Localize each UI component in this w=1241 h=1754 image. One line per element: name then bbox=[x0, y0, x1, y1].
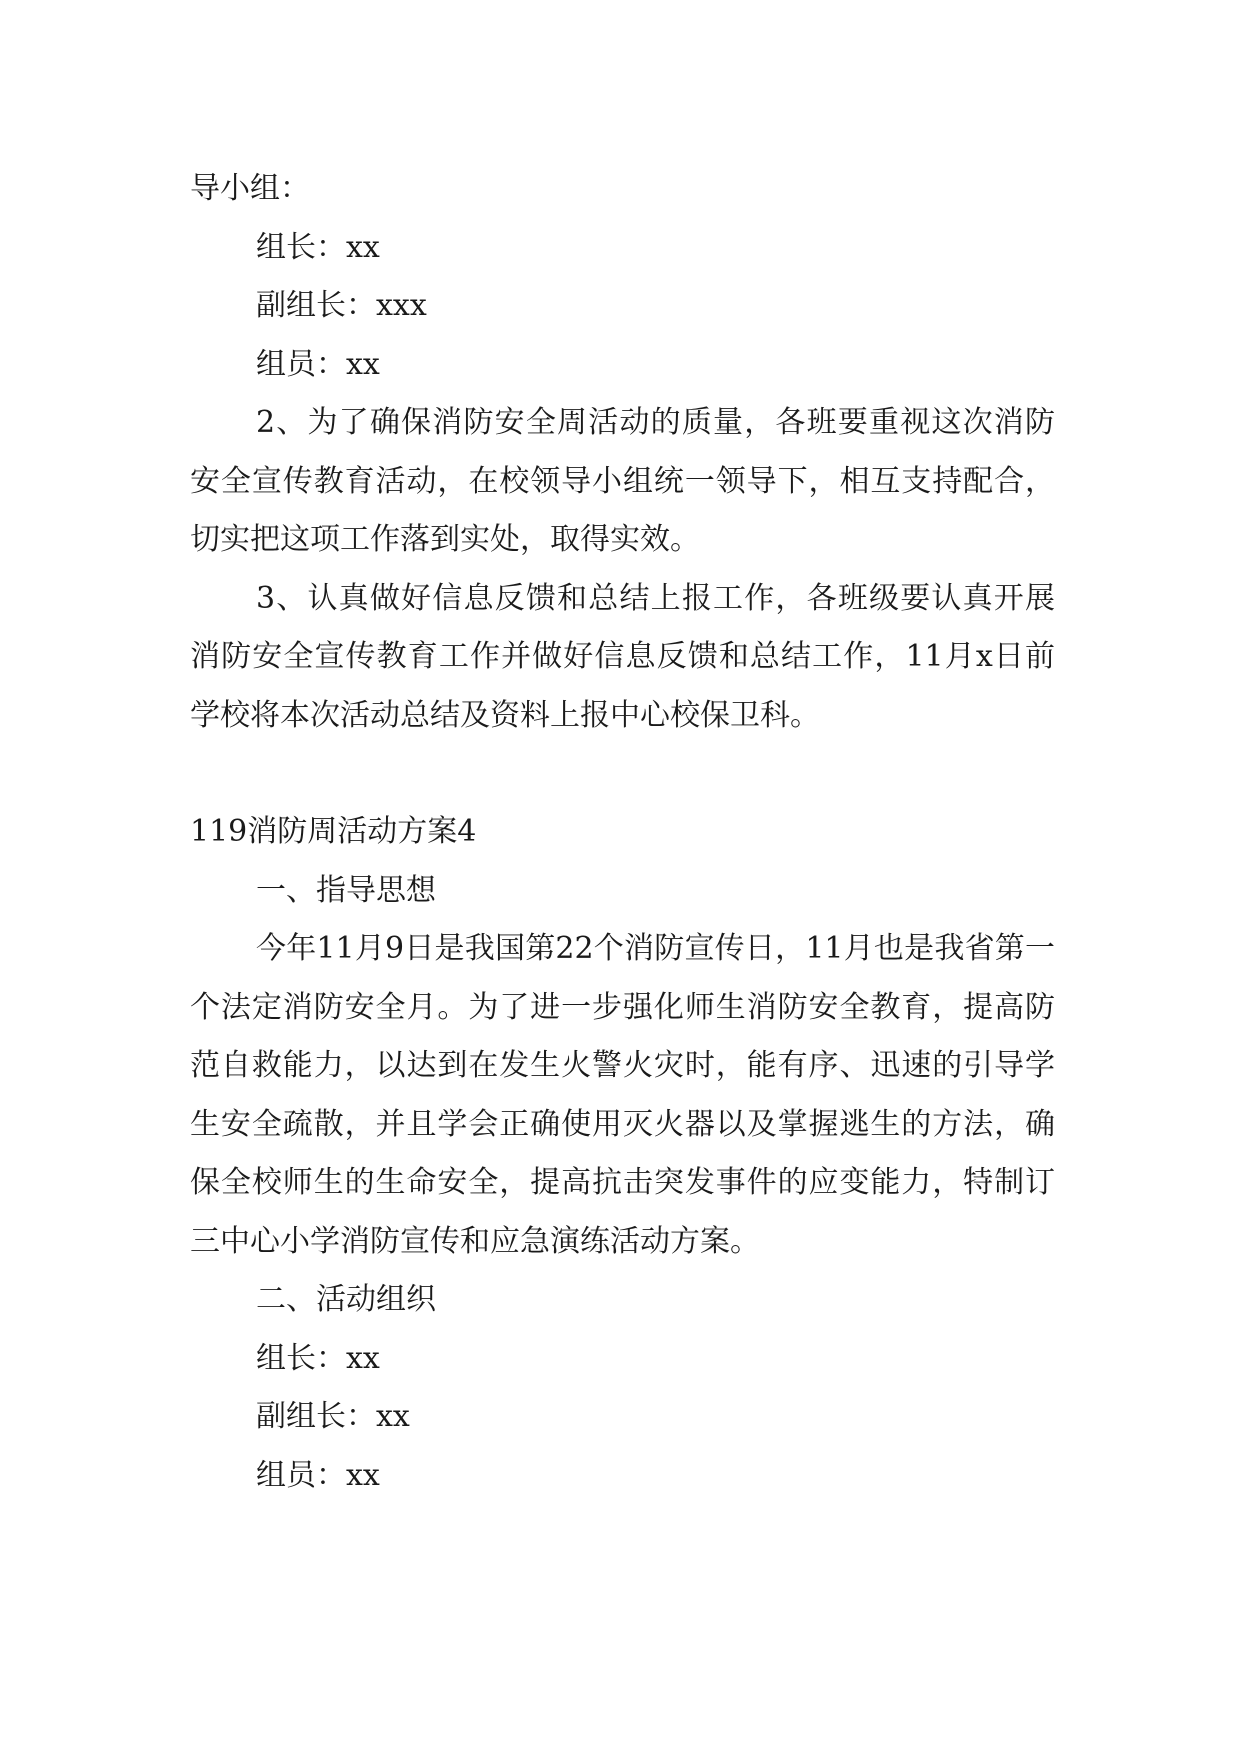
group-members-line: 组员：xx bbox=[256, 346, 380, 382]
continued-line: 导小组： bbox=[190, 171, 310, 206]
deputy-leader-line-2: 副组长：xx bbox=[256, 1399, 410, 1434]
group-leader-line-2: 组长：xx bbox=[256, 1340, 380, 1376]
document-body bbox=[190, 160, 1055, 1505]
item-2-paragraph: 2、为了确保消防安全周活动的质量，各班要重视这次消防安全宣传教育活动，在校领导小组统一领导下，相互支持配合，切实把这项工作落到实处，取得实效。 bbox=[190, 405, 1055, 557]
part-2-heading: 二、活动组织 bbox=[256, 1282, 436, 1317]
group-members-line-2: 组员：xx bbox=[256, 1457, 380, 1493]
group-leader-line: 组长：xx bbox=[256, 229, 380, 265]
section-title: 119消防周活动方案4 bbox=[190, 814, 477, 849]
deputy-leader-line: 副组长：xxx bbox=[256, 288, 427, 323]
item-3-paragraph: 3、认真做好信息反馈和总结上报工作，各班级要认真开展消防安全宣传教育工作并做好信息反馈和总结工作，11月x日前学校将本次活动总结及资料上报中心校保卫科。 bbox=[190, 580, 1055, 733]
part-1-heading: 一、指导思想 bbox=[256, 872, 436, 908]
part-1-body: 今年11月9日是我国第22个消防宣传日，11月也是我省第一个法定消防安全月。为了进一步强化师生消防安全教育，提高防范自救能力，以达到在发生火警火灾时，能有序、迅速的引导学生安全疏散，并且学会正确使用灭火器以及掌握逃生的方法，确保全校师生的生命安全，提高抗击突发事件的应变能力，特制订三中心小学消防宣传和应急演练活动方案。 bbox=[190, 931, 1055, 1259]
